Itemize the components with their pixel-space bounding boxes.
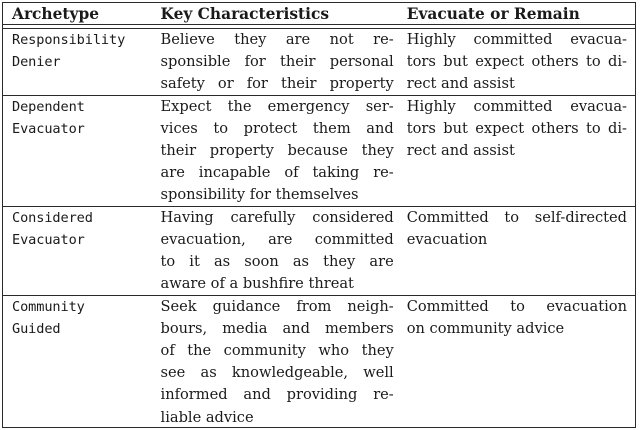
text-line: to it as soon as they are — [160, 252, 394, 270]
archetype-line: Evacuator — [12, 120, 85, 137]
archetype-line: Denier — [12, 53, 61, 70]
table-row — [3, 295, 635, 427]
text-line: rect and assist — [406, 141, 515, 159]
table-row — [3, 95, 635, 206]
table-row — [3, 29, 635, 95]
characteristics-cell — [155, 207, 400, 295]
header-archetype: Archetype — [12, 5, 100, 23]
text-line: bours, media and members — [160, 319, 394, 337]
archetype-cell — [3, 207, 155, 295]
evacuate-cell — [400, 29, 635, 95]
characteristics-cell — [155, 296, 400, 427]
evacuate-cell — [400, 96, 635, 206]
text-line: vices to protect them and — [160, 119, 394, 137]
header-key-characteristics: Key Characteristics — [160, 5, 330, 23]
characteristics-cell — [155, 96, 400, 206]
text-line: see as knowledgeable, well — [160, 364, 394, 382]
table-row — [3, 206, 635, 295]
text-line: Committed to evacuation — [406, 297, 627, 315]
text-line: tors but expect others to di- — [406, 119, 627, 137]
text-line: Believe they are not re- — [160, 30, 394, 48]
evacuate-cell — [400, 296, 635, 427]
text-line: Highly committed evacua- — [406, 97, 627, 115]
archetype-line: Responsibility — [12, 31, 126, 48]
archetype-cell — [3, 296, 155, 427]
archetype-cell — [3, 29, 155, 95]
text-line: on community advice — [406, 319, 565, 337]
text-line: safety or for their property — [160, 74, 394, 92]
text-line: informed and providing re- — [160, 386, 394, 404]
archetype-cell — [3, 96, 155, 206]
archetype-line: Evacuator — [12, 231, 85, 248]
text-line: sponsible for their personal — [160, 52, 394, 70]
characteristics-cell — [155, 29, 400, 95]
text-line: Expect the emergency ser- — [160, 97, 394, 115]
text-line: are incapable of taking re- — [160, 164, 394, 182]
archetype-line: Community — [12, 298, 85, 315]
text-line: evacuation, are committed — [160, 230, 394, 248]
evacuate-cell — [400, 207, 635, 295]
text-line: evacuation — [406, 230, 488, 248]
text-line: aware of a bushfire threat — [160, 275, 354, 293]
table-header-row — [3, 3, 635, 25]
archetype-line: Considered — [12, 209, 93, 226]
header-evacuate-or-remain: Evacuate or Remain — [406, 5, 580, 23]
text-line: their property because they — [160, 141, 394, 159]
text-line: Seek guidance from neigh- — [160, 297, 394, 315]
text-line: sponsibility for themselves — [160, 186, 359, 204]
text-line: rect and assist — [406, 74, 515, 92]
text-line: Highly committed evacua- — [406, 30, 627, 48]
text-line: of the community who they — [160, 341, 394, 359]
archetype-line: Guided — [12, 320, 61, 337]
archetype-line: Dependent — [12, 98, 85, 115]
archetype-table — [2, 2, 636, 428]
text-line: Having carefully considered — [160, 208, 394, 226]
text-line: Committed to self-directed — [406, 208, 627, 226]
text-line: liable advice — [160, 408, 254, 426]
text-line: tors but expect others to di- — [406, 52, 627, 70]
